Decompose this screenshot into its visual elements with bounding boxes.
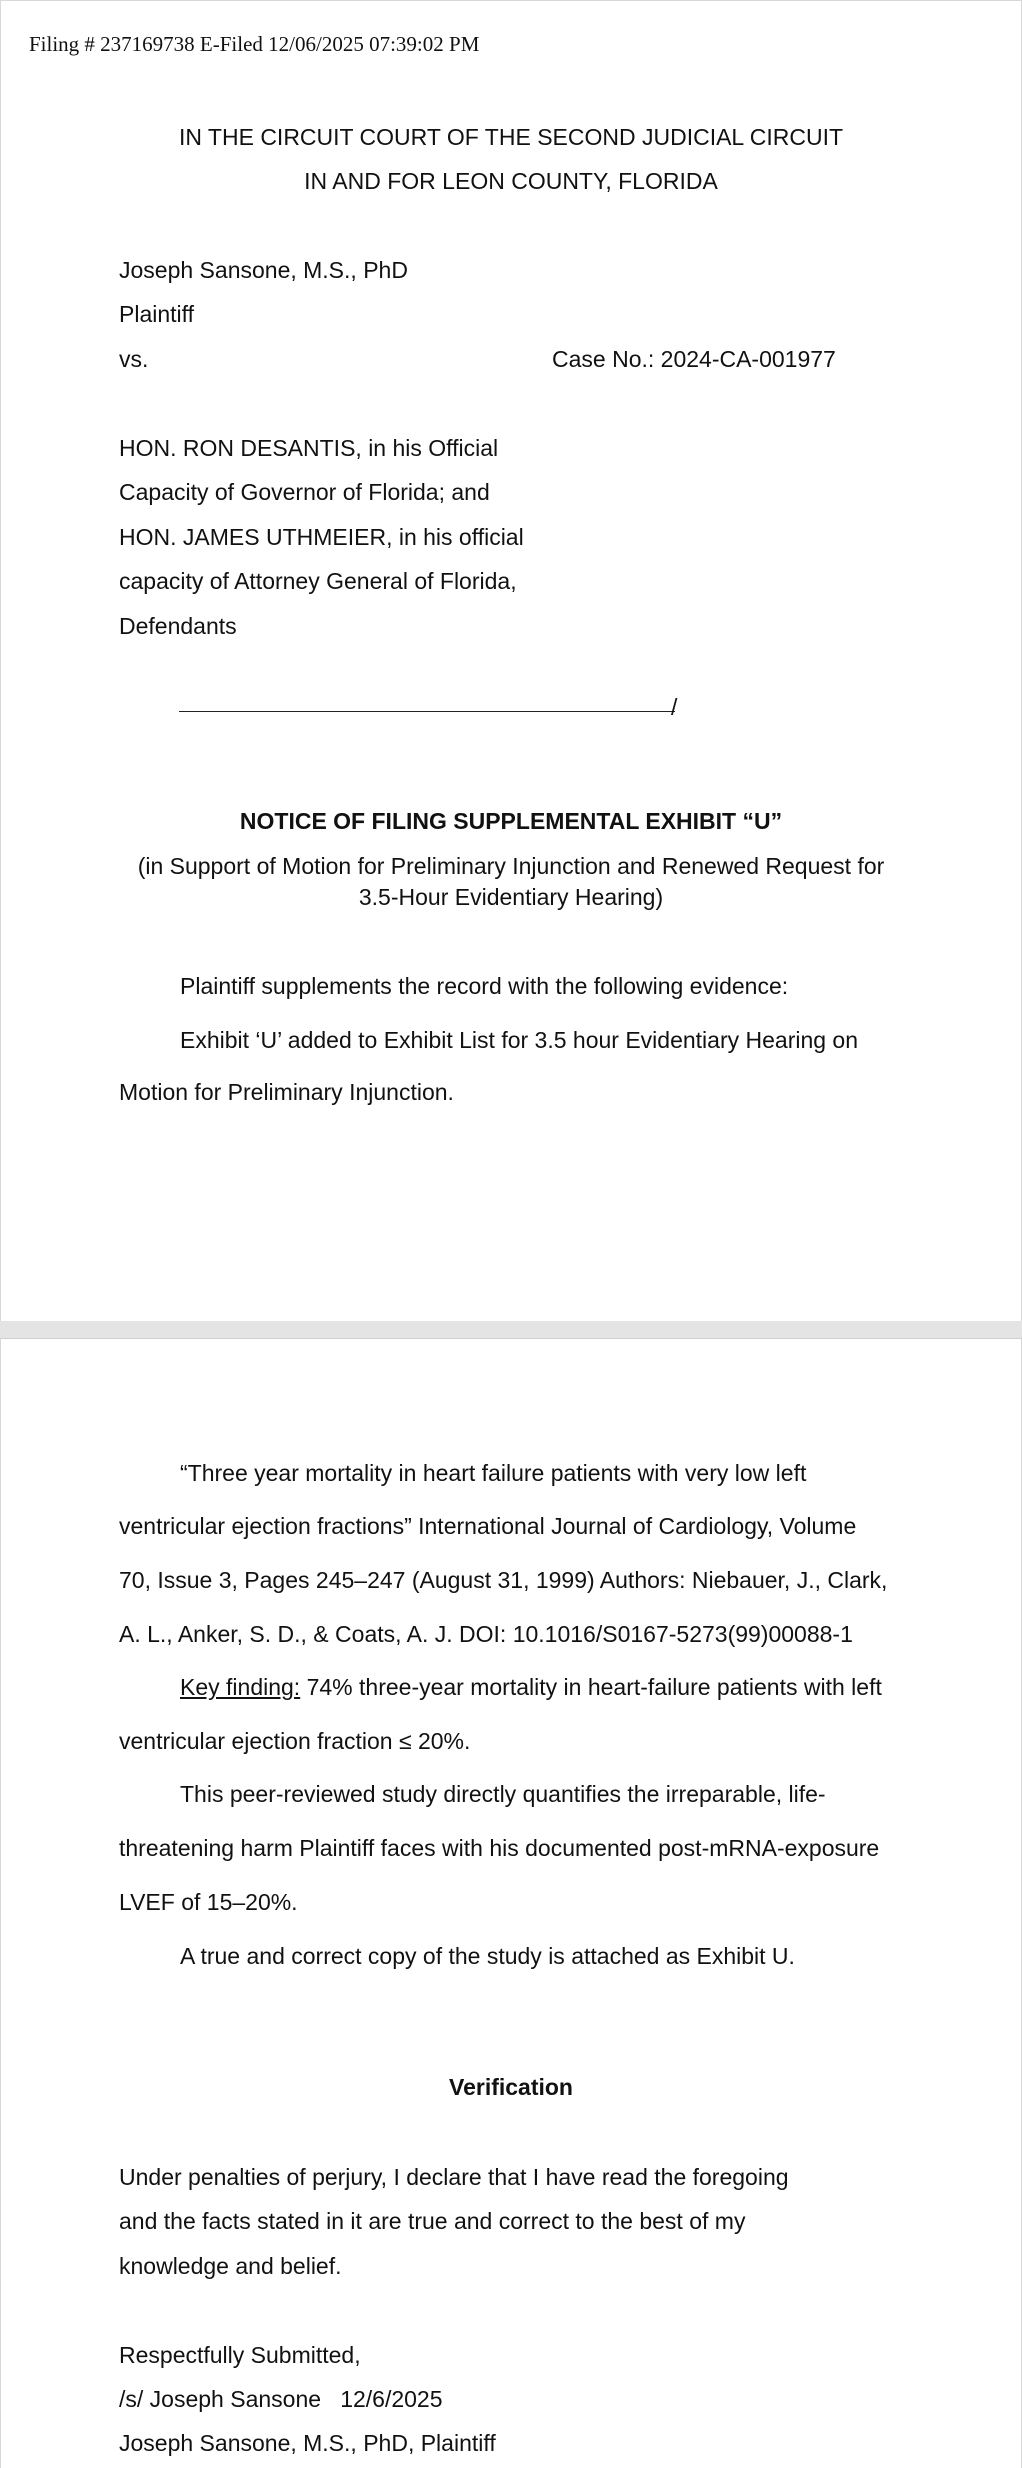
- defendants-label: Defendants: [119, 613, 237, 639]
- harm-paragraph-line: LVEF of 15–20%.: [119, 1889, 298, 1915]
- citation-line: 70, Issue 3, Pages 245–247 (August 31, 1999) Authors: Niebauer, J., Clark,: [119, 1567, 888, 1593]
- harm-paragraph-line: threatening harm Plaintiff faces with his documented post-mRNA-exposure: [119, 1835, 880, 1861]
- caption-slash: /: [671, 694, 678, 720]
- body-paragraph-line: Exhibit ‘U’ added to Exhibit List for 3.5 hour Evidentiary Hearing on: [180, 1027, 859, 1053]
- body-paragraph-line: Plaintiff supplements the record with the following evidence:: [180, 973, 789, 999]
- court-heading-line-2: IN AND FOR LEON COUNTY, FLORIDA: [304, 168, 718, 194]
- key-finding-line: [180, 1673, 882, 1701]
- key-finding-label: Key finding:: [180, 1674, 301, 1700]
- body-paragraph-line: Motion for Preliminary Injunction.: [119, 1079, 454, 1105]
- defendant-line: capacity of Attorney General of Florida,: [119, 568, 517, 594]
- citation-line: ventricular ejection fractions” International Journal of Cardiology, Volume: [119, 1513, 857, 1539]
- signer-name: Joseph Sansone, M.S., PhD, Plaintiff: [119, 2430, 496, 2456]
- signature-line: /s/ Joseph Sansone 12/6/2025: [119, 2386, 443, 2412]
- plaintiff-name: Joseph Sansone, M.S., PhD: [119, 257, 408, 283]
- notice-subtitle-line-2: 3.5-Hour Evidentiary Hearing): [358, 884, 664, 910]
- exhibit-attached-line: A true and correct copy of the study is attached as Exhibit U.: [180, 1943, 795, 1969]
- harm-paragraph-line: This peer-reviewed study directly quantifies the irreparable, life-: [180, 1781, 826, 1807]
- defendant-line: HON. JAMES UTHMEIER, in his official: [119, 524, 524, 550]
- citation-line: “Three year mortality in heart failure patients with very low left: [180, 1460, 807, 1486]
- notice-title: NOTICE OF FILING SUPPLEMENTAL EXHIBIT “U”: [239, 808, 783, 834]
- case-number: Case No.: 2024-CA-001977: [552, 346, 836, 372]
- closing-line: Respectfully Submitted,: [119, 2342, 361, 2368]
- plaintiff-label: Plaintiff: [119, 301, 195, 327]
- court-heading-line-1: IN THE CIRCUIT COURT OF THE SECOND JUDICIAL CIRCUIT: [178, 124, 844, 150]
- verification-heading: Verification: [449, 2074, 573, 2100]
- key-finding-line: ventricular ejection fraction ≤ 20%.: [119, 1728, 471, 1754]
- verification-line: and the facts stated in it are true and correct to the best of my: [119, 2208, 746, 2234]
- key-finding-text: 74% three-year mortality in heart-failure patients with left: [300, 1674, 882, 1700]
- verification-line: Under penalties of perjury, I declare that I have read the foregoing: [119, 2164, 789, 2190]
- defendant-line: HON. RON DESANTIS, in his Official: [119, 435, 499, 461]
- citation-line: A. L., Anker, S. D., & Coats, A. J. DOI: 10.1016/S0167-5273(99)00088-1: [119, 1621, 853, 1647]
- caption-signature-line: [179, 711, 675, 712]
- document-page-2: [0, 1338, 1022, 2468]
- defendant-line: Capacity of Governor of Florida; and: [119, 479, 490, 505]
- versus-label: vs.: [119, 346, 149, 372]
- filing-stamp: Filing # 237169738 E-Filed 12/06/2025 07:39:02 PM: [29, 32, 480, 56]
- verification-line: knowledge and belief.: [119, 2253, 342, 2279]
- notice-subtitle-line-1: (in Support of Motion for Preliminary Injunction and Renewed Request for: [137, 853, 885, 879]
